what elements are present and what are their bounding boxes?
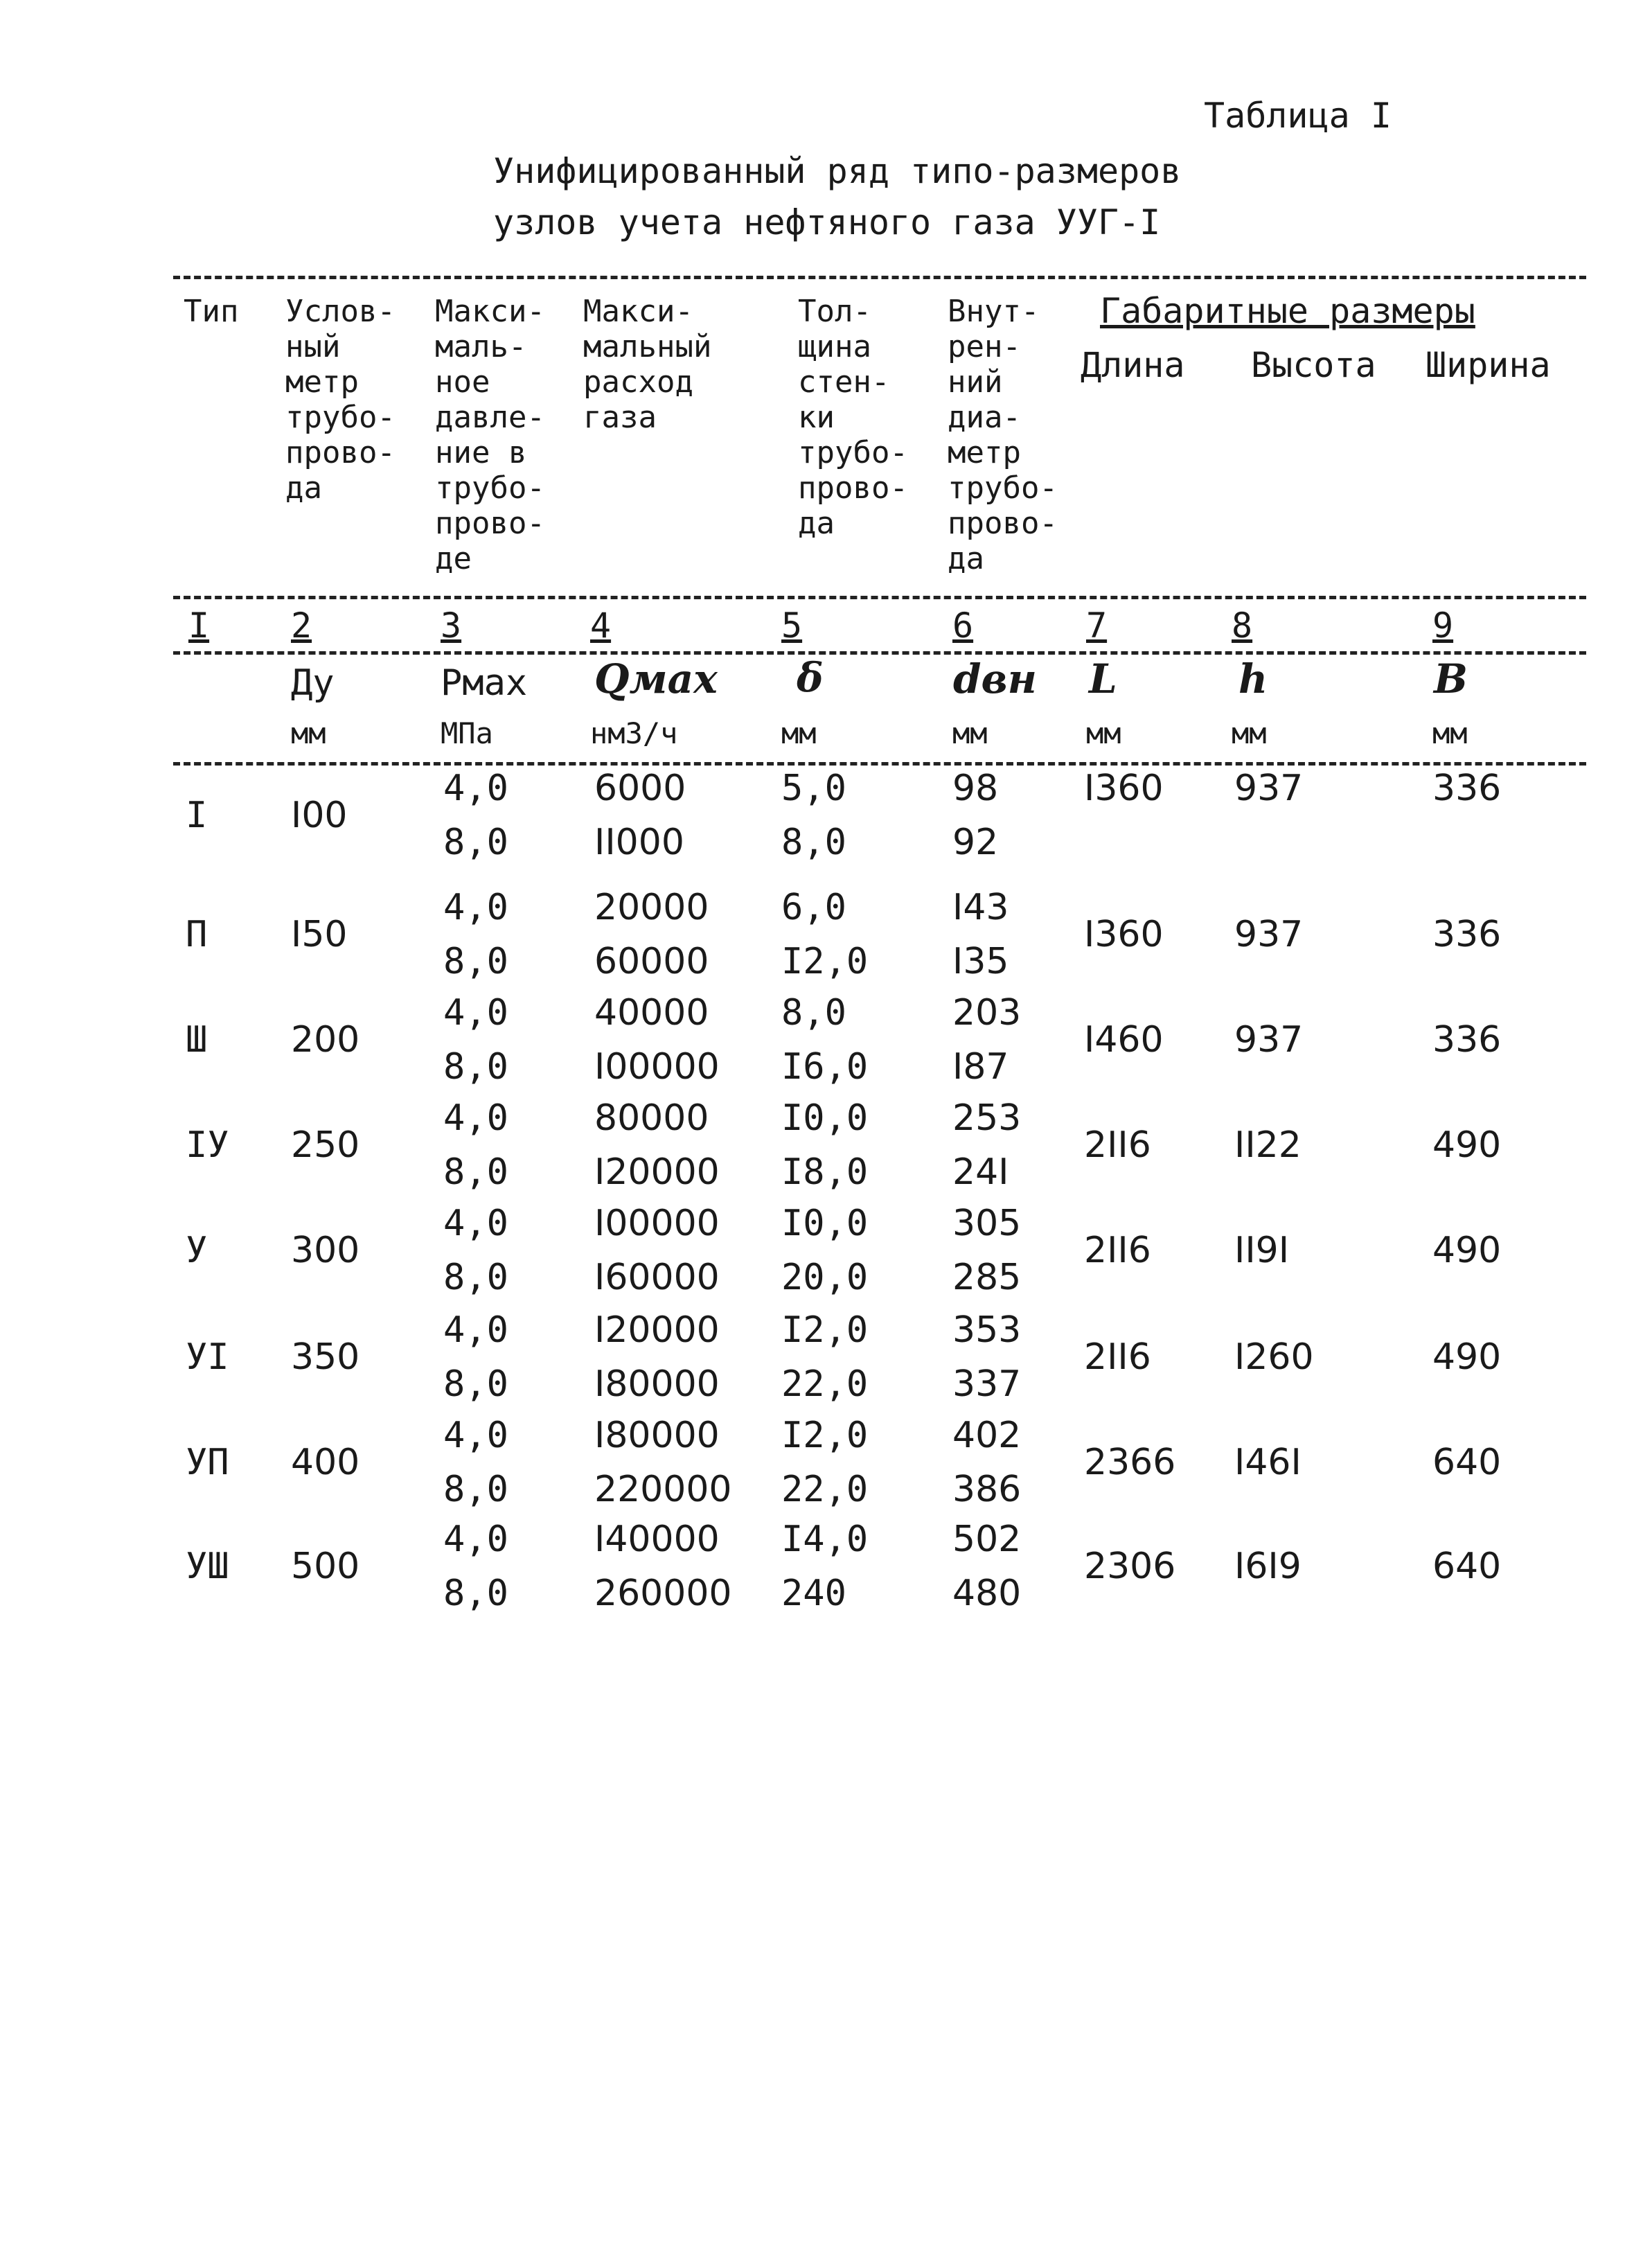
cell-inner-diameter: 480 [952, 1573, 1022, 1614]
cell-height: II22 [1234, 1124, 1302, 1166]
cell-nominal-diameter: 500 [291, 1546, 360, 1587]
cell-inner-diameter: I35 [952, 941, 1009, 982]
table-title-line-1: Унифицированный ряд типо-размеров [493, 151, 1182, 191]
symbol-wall-thickness: δ [797, 654, 824, 701]
cell-max-pressure: 4,0 [443, 768, 508, 809]
cell-max-pressure: 8,0 [443, 1257, 508, 1298]
cell-max-flow: 40000 [594, 992, 709, 1034]
cell-length: 2306 [1084, 1546, 1176, 1587]
cell-inner-diameter: 203 [952, 992, 1022, 1034]
cell-width: 640 [1432, 1442, 1502, 1483]
cell-max-pressure: 8,0 [443, 941, 508, 982]
cell-height: I6I9 [1234, 1546, 1302, 1587]
cell-max-flow: 60000 [594, 941, 709, 982]
cell-length: 2II6 [1084, 1124, 1151, 1166]
unit-nominal-diameter: мм [291, 716, 326, 750]
cell-type: I [186, 795, 208, 836]
symbol-max-flow: Qмах [594, 655, 718, 702]
cell-nominal-diameter: 400 [291, 1442, 360, 1483]
symbol-width: B [1434, 655, 1468, 702]
cell-type: П [186, 914, 208, 955]
cell-nominal-diameter: 200 [291, 1019, 360, 1061]
rule-after-col-numbers [173, 651, 1586, 655]
cell-wall-thickness: I2,0 [781, 1415, 869, 1456]
cell-length: I360 [1084, 768, 1164, 809]
cell-max-flow: 220000 [594, 1469, 732, 1510]
cell-max-pressure: 8,0 [443, 1469, 508, 1510]
header-overall-dimensions: Габаритные размеры [1100, 291, 1475, 331]
cell-height: 937 [1234, 768, 1304, 809]
symbol-height: h [1238, 655, 1268, 702]
symbol-nominal-diameter: Ду [291, 662, 335, 704]
cell-nominal-diameter: 250 [291, 1124, 360, 1166]
cell-inner-diameter: I43 [952, 887, 1009, 928]
cell-max-pressure: 4,0 [443, 1519, 508, 1560]
unit-inner-diameter: мм [952, 716, 988, 750]
cell-width: 490 [1432, 1124, 1502, 1166]
cell-max-pressure: 4,0 [443, 1309, 508, 1351]
column-number: 8 [1232, 605, 1253, 646]
cell-width: 336 [1432, 768, 1502, 809]
cell-height: I260 [1234, 1336, 1314, 1378]
cell-max-pressure: 8,0 [443, 1151, 508, 1193]
cell-max-pressure: 4,0 [443, 1097, 508, 1139]
cell-width: 490 [1432, 1336, 1502, 1378]
cell-length: I460 [1084, 1019, 1164, 1061]
column-number: I [188, 605, 210, 646]
cell-nominal-diameter: I00 [291, 795, 348, 836]
cell-height: 937 [1234, 914, 1304, 955]
cell-max-flow: I20000 [594, 1309, 720, 1351]
column-number: 3 [441, 605, 462, 646]
cell-inner-diameter: 305 [952, 1203, 1022, 1244]
cell-wall-thickness: 6,0 [781, 887, 846, 928]
cell-max-flow: I60000 [594, 1257, 720, 1298]
cell-width: 490 [1432, 1230, 1502, 1271]
cell-width: 336 [1432, 914, 1502, 955]
symbol-length: L [1089, 655, 1117, 702]
rule-after-units [173, 762, 1586, 766]
cell-wall-thickness: I0,0 [781, 1203, 869, 1244]
unit-max-pressure: МПа [441, 716, 493, 750]
cell-wall-thickness: I2,0 [781, 941, 869, 982]
cell-inner-diameter: 402 [952, 1415, 1022, 1456]
header-max-pressure: Макси- маль- ное давле- ние в трубо- прово- де [435, 294, 545, 576]
cell-wall-thickness: I4,0 [781, 1519, 869, 1560]
cell-wall-thickness: 240 [781, 1573, 846, 1614]
cell-length: 2366 [1084, 1442, 1176, 1483]
cell-max-flow: I80000 [594, 1363, 720, 1405]
cell-wall-thickness: 22,0 [781, 1363, 869, 1405]
cell-type: Ш [186, 1019, 208, 1061]
unit-height: мм [1232, 716, 1267, 750]
column-number: 9 [1432, 605, 1454, 646]
column-number: 2 [291, 605, 312, 646]
cell-max-flow: I40000 [594, 1519, 720, 1560]
cell-height: 937 [1234, 1019, 1304, 1061]
cell-max-flow: I00000 [594, 1046, 720, 1088]
cell-max-pressure: 4,0 [443, 1203, 508, 1244]
cell-wall-thickness: I0,0 [781, 1097, 869, 1139]
rule-after-header [173, 596, 1586, 599]
cell-wall-thickness: I8,0 [781, 1151, 869, 1193]
header-type: Тип [184, 294, 239, 329]
cell-max-pressure: 8,0 [443, 1573, 508, 1614]
cell-type: У [186, 1230, 208, 1271]
cell-nominal-diameter: 350 [291, 1336, 360, 1378]
cell-wall-thickness: I6,0 [781, 1046, 869, 1088]
cell-wall-thickness: 20,0 [781, 1257, 869, 1298]
cell-inner-diameter: I87 [952, 1046, 1009, 1088]
cell-inner-diameter: 24I [952, 1151, 1009, 1193]
cell-max-flow: 6000 [594, 768, 686, 809]
rule-top [173, 276, 1586, 279]
cell-max-flow: 20000 [594, 887, 709, 928]
header-height: Высота [1251, 345, 1376, 385]
cell-max-pressure: 4,0 [443, 992, 508, 1034]
cell-inner-diameter: 285 [952, 1257, 1022, 1298]
cell-max-flow: I00000 [594, 1203, 720, 1244]
header-width: Ширина [1425, 345, 1551, 385]
table-title-line-2: узлов учета нефтяного газа УУГ-I [493, 202, 1161, 242]
header-length: Длина [1081, 345, 1185, 385]
cell-length: I360 [1084, 914, 1164, 955]
cell-inner-diameter: 92 [952, 822, 999, 863]
cell-wall-thickness: 5,0 [781, 768, 846, 809]
cell-wall-thickness: 8,0 [781, 822, 846, 863]
cell-inner-diameter: 502 [952, 1519, 1022, 1560]
unit-width: мм [1432, 716, 1468, 750]
cell-max-flow: I80000 [594, 1415, 720, 1456]
column-number: 6 [952, 605, 974, 646]
header-nominal-diameter: Услов- ный метр трубо- прово- да [285, 294, 396, 506]
cell-max-flow: II000 [594, 822, 684, 863]
cell-nominal-diameter: 300 [291, 1230, 360, 1271]
cell-type: УI [186, 1336, 229, 1378]
cell-inner-diameter: 253 [952, 1097, 1022, 1139]
header-max-flow: Макси- мальный расход газа [583, 294, 712, 435]
column-number: 5 [781, 605, 803, 646]
cell-max-flow: 80000 [594, 1097, 709, 1139]
unit-max-flow: нм3/ч [590, 716, 678, 750]
symbol-inner-diameter: dвн [953, 655, 1037, 702]
cell-height: I46I [1234, 1442, 1302, 1483]
cell-height: II9I [1234, 1230, 1290, 1271]
cell-wall-thickness: 22,0 [781, 1469, 869, 1510]
cell-length: 2II6 [1084, 1230, 1151, 1271]
cell-inner-diameter: 353 [952, 1309, 1022, 1351]
cell-inner-diameter: 386 [952, 1469, 1022, 1510]
column-number: 7 [1086, 605, 1108, 646]
header-wall-thickness: Тол- щина стен- ки трубо- прово- да [798, 294, 908, 541]
cell-max-flow: 260000 [594, 1573, 732, 1614]
cell-width: 640 [1432, 1546, 1502, 1587]
cell-wall-thickness: I2,0 [781, 1309, 869, 1351]
cell-length: 2II6 [1084, 1336, 1151, 1378]
cell-max-pressure: 8,0 [443, 1363, 508, 1405]
cell-type: УП [186, 1442, 229, 1483]
cell-nominal-diameter: I50 [291, 914, 348, 955]
cell-max-pressure: 8,0 [443, 1046, 508, 1088]
cell-type: IУ [186, 1124, 229, 1166]
cell-width: 336 [1432, 1019, 1502, 1061]
table-label: Таблица I [1204, 96, 1392, 136]
cell-max-flow: I20000 [594, 1151, 720, 1193]
cell-inner-diameter: 98 [952, 768, 999, 809]
unit-wall-thickness: мм [781, 716, 817, 750]
header-inner-diameter: Внут- рен- ний диа- метр трубо- прово- да [948, 294, 1058, 576]
cell-wall-thickness: 8,0 [781, 992, 846, 1034]
cell-inner-diameter: 337 [952, 1363, 1022, 1405]
column-number: 4 [590, 605, 612, 646]
unit-length: мм [1086, 716, 1121, 750]
cell-max-pressure: 4,0 [443, 887, 508, 928]
cell-max-pressure: 8,0 [443, 822, 508, 863]
symbol-max-pressure: Pмах [441, 662, 528, 704]
cell-max-pressure: 4,0 [443, 1415, 508, 1456]
cell-type: УШ [186, 1546, 229, 1587]
